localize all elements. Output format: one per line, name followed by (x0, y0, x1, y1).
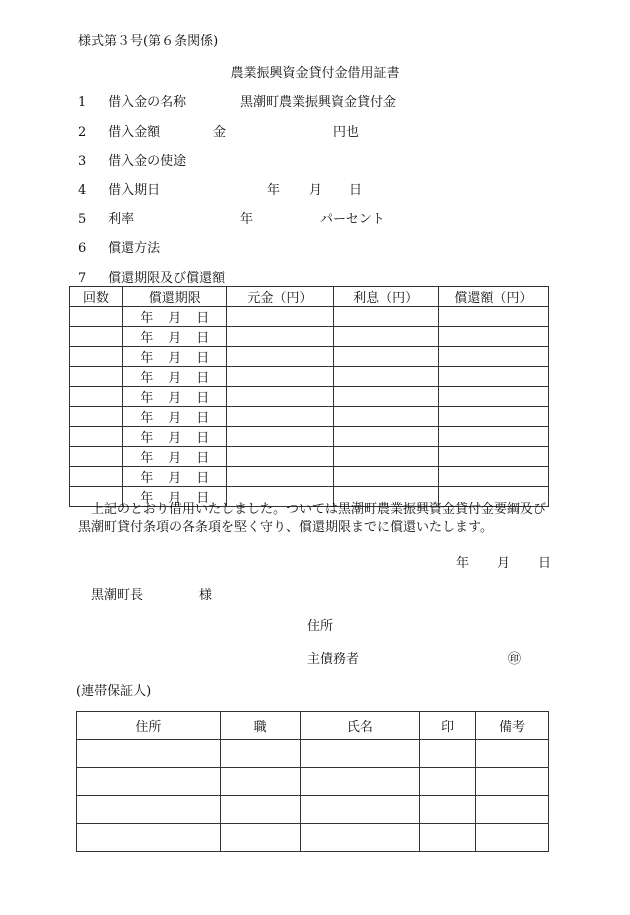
seal-cell (420, 740, 476, 768)
month-label: 月 (168, 491, 182, 506)
principal-cell (227, 367, 333, 387)
occupation-cell (220, 796, 300, 824)
header-due-date: 償還期限 (123, 287, 227, 307)
principal-cell (227, 447, 333, 467)
month-label: 月 (168, 451, 182, 466)
due-date-cell (123, 307, 227, 327)
day-label: 日 (196, 371, 210, 386)
due-date-cell (123, 367, 227, 387)
day-label: 日 (196, 311, 210, 326)
rate-year: 年 (240, 212, 254, 227)
due-date-cell (123, 467, 227, 487)
interest-cell (333, 367, 438, 387)
principal-cell (227, 307, 333, 327)
item-number: 4 (78, 183, 87, 198)
interest-cell (333, 347, 438, 367)
name-cell (300, 740, 420, 768)
debtor-address-label: 住所 (307, 619, 334, 634)
year-label: 年 (140, 311, 154, 326)
day-label: 日 (196, 331, 210, 346)
name-cell (300, 796, 420, 824)
document-title: 農業振興資金貸付金借用証書 (230, 66, 400, 81)
name-cell (300, 824, 420, 852)
remarks-cell (476, 796, 549, 824)
loan-name-value: 黒潮町農業振興資金貸付金 (240, 95, 397, 110)
table-row (77, 740, 549, 768)
repayment-cell (438, 387, 548, 407)
table-row (70, 327, 549, 347)
count-cell (70, 347, 123, 367)
debtor-name-label: 主債務者 (307, 652, 360, 667)
amount-suffix: 円也 (333, 125, 360, 140)
due-date-cell (123, 327, 227, 347)
date-year: 年 (456, 556, 470, 571)
item-repayment-schedule (78, 267, 225, 286)
repayment-cell (438, 367, 548, 387)
table-header-row (70, 287, 549, 307)
year-label: 年 (140, 491, 154, 506)
name-cell (300, 768, 420, 796)
item-label: 借入期日 (108, 183, 161, 198)
count-cell (70, 427, 123, 447)
day-label: 日 (196, 351, 210, 366)
seal-cell (420, 796, 476, 824)
interest-cell (333, 447, 438, 467)
item-number: 1 (78, 95, 87, 110)
addressee-name: 黒潮町長 (91, 588, 144, 603)
header-remarks: 備考 (476, 712, 549, 740)
table-row (70, 447, 549, 467)
item-label: 償還期限及び償還額 (108, 271, 226, 286)
month-label: 月 (168, 351, 182, 366)
due-date-cell (123, 447, 227, 467)
month-label: 月 (168, 311, 182, 326)
table-row (70, 387, 549, 407)
table-row (77, 796, 549, 824)
year-label: 年 (140, 431, 154, 446)
address-cell (77, 740, 221, 768)
day-label: 日 (196, 491, 210, 506)
item-number: 5 (78, 212, 87, 227)
amount-prefix: 金 (213, 125, 227, 140)
item-interest-rate (78, 208, 134, 227)
year-label: 年 (140, 351, 154, 366)
item-number: 7 (78, 271, 87, 286)
repayment-cell (438, 407, 548, 427)
count-cell (70, 327, 123, 347)
year-label: 年 (140, 471, 154, 486)
item-loan-use (78, 150, 186, 169)
header-count: 回数 (70, 287, 123, 307)
item-number: 3 (78, 154, 87, 169)
rate-percent: パーセント (320, 212, 385, 227)
interest-cell (333, 387, 438, 407)
table-row (70, 307, 549, 327)
repayment-cell (438, 447, 548, 467)
day-label: 日 (196, 471, 210, 486)
header-principal: 元金（円） (227, 287, 333, 307)
count-cell (70, 387, 123, 407)
year-label: 年 (140, 331, 154, 346)
statement-text: 上記のとおり借用いたしました。ついては黒潮町農業振興資金貸付金要綱及び黒潮町貸付条項の各条項を堅く守り、償還期限までに償還いたします。 (78, 502, 547, 535)
principal-cell (227, 427, 333, 447)
interest-cell (333, 427, 438, 447)
repayment-cell (438, 467, 548, 487)
month-label: 月 (168, 431, 182, 446)
interest-cell (333, 307, 438, 327)
day-label: 日 (196, 411, 210, 426)
address-cell (77, 796, 221, 824)
loan-date-year: 年 (267, 183, 281, 198)
occupation-cell (220, 740, 300, 768)
month-label: 月 (168, 471, 182, 486)
item-number: 2 (78, 125, 87, 140)
date-month: 月 (497, 556, 511, 571)
due-date-cell (123, 387, 227, 407)
count-cell (70, 407, 123, 427)
month-label: 月 (168, 331, 182, 346)
remarks-cell (476, 768, 549, 796)
year-label: 年 (140, 391, 154, 406)
table-row (70, 347, 549, 367)
addressee-honorific: 様 (199, 588, 213, 603)
occupation-cell (220, 768, 300, 796)
item-loan-name (78, 91, 186, 110)
table-header-row (77, 712, 549, 740)
item-label: 借入金の使途 (108, 154, 187, 169)
repayment-cell (438, 327, 548, 347)
count-cell (70, 307, 123, 327)
table-row (70, 367, 549, 387)
principal-cell (227, 327, 333, 347)
day-label: 日 (196, 391, 210, 406)
table-row (70, 427, 549, 447)
month-label: 月 (168, 371, 182, 386)
item-number: 6 (78, 241, 87, 256)
item-repayment-method (78, 237, 160, 256)
month-label: 月 (168, 411, 182, 426)
address-cell (77, 824, 221, 852)
table-row (77, 768, 549, 796)
principal-cell (227, 407, 333, 427)
table-row (77, 824, 549, 852)
repayment-cell (438, 307, 548, 327)
table-row (70, 467, 549, 487)
item-loan-amount (78, 121, 160, 140)
remarks-cell (476, 740, 549, 768)
remarks-cell (476, 824, 549, 852)
principal-cell (227, 387, 333, 407)
due-date-cell (123, 407, 227, 427)
due-date-cell (123, 347, 227, 367)
repayment-cell (438, 427, 548, 447)
item-label: 借入金額 (108, 125, 161, 140)
day-label: 日 (196, 431, 210, 446)
interest-cell (333, 327, 438, 347)
item-loan-date (78, 179, 160, 198)
interest-cell (333, 407, 438, 427)
repayment-schedule-table (69, 286, 549, 507)
seal-cell (420, 824, 476, 852)
guarantor-label: (連帯保証人) (76, 684, 152, 699)
loan-date-month: 月 (309, 183, 323, 198)
guarantor-table (76, 711, 549, 852)
occupation-cell (220, 824, 300, 852)
address-cell (77, 768, 221, 796)
item-label: 借入金の名称 (108, 95, 187, 110)
date-day: 日 (538, 556, 552, 571)
day-label: 日 (196, 451, 210, 466)
year-label: 年 (140, 371, 154, 386)
repayment-cell (438, 347, 548, 367)
header-name: 氏名 (300, 712, 420, 740)
principal-cell (227, 347, 333, 367)
year-label: 年 (140, 411, 154, 426)
header-seal: 印 (420, 712, 476, 740)
header-address: 住所 (77, 712, 221, 740)
count-cell (70, 467, 123, 487)
interest-cell (333, 467, 438, 487)
item-label: 利率 (108, 212, 135, 227)
count-cell (70, 447, 123, 467)
due-date-cell (123, 427, 227, 447)
principal-cell (227, 467, 333, 487)
year-label: 年 (140, 451, 154, 466)
header-repayment: 償還額（円） (438, 287, 548, 307)
seal-mark: ㊞ (508, 652, 522, 667)
table-row (70, 407, 549, 427)
seal-cell (420, 768, 476, 796)
header-interest: 利息（円） (333, 287, 438, 307)
item-label: 償還方法 (108, 241, 161, 256)
month-label: 月 (168, 391, 182, 406)
loan-date-day: 日 (349, 183, 363, 198)
count-cell (70, 367, 123, 387)
header-occupation: 職 (220, 712, 300, 740)
form-number: 様式第３号(第６条関係) (78, 34, 219, 49)
